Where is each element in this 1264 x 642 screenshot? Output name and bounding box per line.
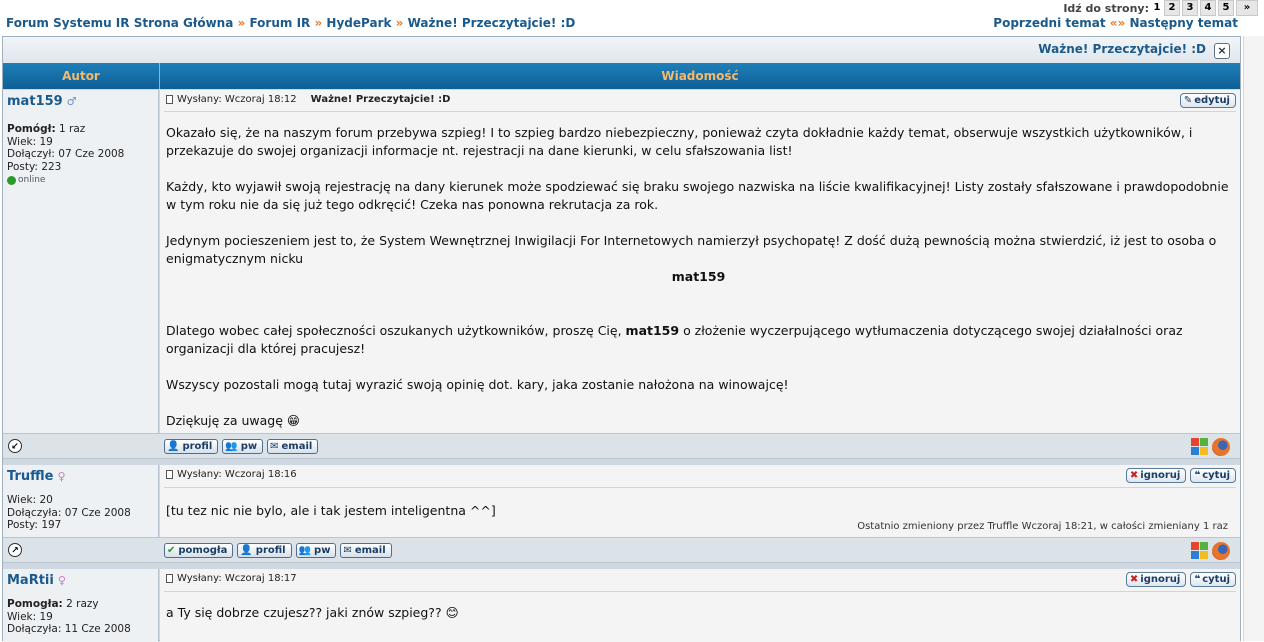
post-author-panel (3, 90, 159, 433)
edit-note: Ostatnio zmieniony przez Truffle Wczoraj 18:21, w całości zmieniany 1 raz (857, 521, 1228, 532)
next-topic-link[interactable]: Następny temat (1129, 16, 1238, 30)
topic-title[interactable]: Ważne! Przeczytajcie! :D (1038, 42, 1206, 56)
post-text: [tu tez nic nie bylo, ale i tak jestem inteligentna ^^] (166, 503, 496, 518)
jump-up-icon[interactable]: ↗ (8, 543, 22, 557)
breadcrumb (6, 16, 575, 30)
quote-button[interactable] (1190, 468, 1236, 483)
post-header (166, 469, 297, 480)
post-header (166, 573, 297, 584)
topic-title-bar (3, 37, 1240, 64)
age-label: Wiek: (7, 494, 37, 506)
female-icon: ♀ (57, 470, 66, 483)
age-label: Wiek: (7, 610, 37, 623)
profile-button[interactable] (237, 543, 291, 558)
page-link-5[interactable]: 5 (1218, 0, 1234, 16)
author-name[interactable] (7, 573, 158, 588)
online-status (7, 174, 158, 187)
post (3, 465, 1240, 538)
quote-button-label: cytuj (1202, 470, 1230, 481)
post (3, 90, 1240, 433)
ignore-button[interactable] (1126, 572, 1186, 587)
email-button-label: email (281, 441, 313, 452)
post-text: a Ty się dobrze czujesz?? jaki znów szpieg?? (166, 605, 442, 620)
pm-button[interactable] (222, 439, 263, 454)
author-name-text[interactable]: MaRtii (7, 573, 54, 588)
close-icon[interactable]: × (1214, 43, 1230, 59)
envelope-icon: ✉ (343, 545, 352, 556)
post-paragraph: Każdy, kto wyjawił swoją rejestrację na dany kierunek może spodziewać się braku swojego nazwiska na liście kwalifikacyjnej! Listy zostały sfałszowane i prawdopodobnie w tym roku nie da się już tego odkręcić! Czeka nas ponowna rekrutacja za rok. (166, 179, 1229, 212)
post-author-panel (3, 465, 159, 538)
helped-label: Pomógł: (7, 123, 56, 135)
joined-label: Dołączył: (7, 148, 55, 160)
ignore-icon: ✖ (1129, 470, 1139, 481)
user-icon: 👤 (240, 545, 253, 556)
edit-button[interactable] (1180, 93, 1236, 108)
joined-value: 07 Cze 2008 (64, 506, 131, 519)
breadcrumb-separator: » (237, 16, 246, 30)
author-name[interactable] (7, 469, 158, 484)
post-actions (1126, 572, 1236, 587)
post-footer (3, 433, 1240, 459)
author-info (7, 598, 158, 636)
post-actions (1126, 468, 1236, 483)
page-link-3[interactable]: 3 (1182, 0, 1198, 16)
breadcrumb-home-link[interactable]: Forum Systemu IR Strona Główna (6, 16, 234, 30)
email-button[interactable] (267, 439, 318, 454)
helped-value: 1 raz (59, 123, 86, 135)
post-text: Dziękuję za uwagę (166, 413, 283, 428)
post-highlighted-nick: mat159 (671, 269, 726, 284)
online-icon (7, 176, 16, 185)
post-message-panel (160, 465, 1240, 538)
ignore-button[interactable] (1126, 468, 1186, 483)
firefox-icon (1212, 542, 1230, 560)
scrollbar-area[interactable] (1243, 36, 1264, 641)
post-paragraph (166, 322, 1231, 358)
posts-value: 197 (41, 519, 62, 531)
posts-label: Posty: (7, 519, 38, 531)
helped-button-label: pomogła (178, 545, 228, 556)
user-icon: 👤 (167, 441, 180, 452)
topic-frame (2, 36, 1241, 641)
users-icon: 👥 (298, 545, 312, 556)
quote-icon: ❝ (1194, 470, 1201, 481)
envelope-icon: ✉ (270, 441, 279, 452)
post-footer (3, 537, 1240, 563)
post-text: Dlatego wobec całej społeczności oszukanych użytkowników, proszę Cię, (166, 323, 622, 338)
post-paragraph: Jedynym pocieszeniem jest to, że System Wewnętrznej Inwigilacji For Internetowych namierzył psychopatę! Z dość dużą pewnością można stwierdzić, iż jest to osoba o enigmatycznym nicku (166, 233, 1217, 266)
users-icon: 👥 (225, 441, 238, 452)
post-date: Wysłany: Wczoraj 18:12 (177, 94, 297, 105)
post-paragraph: Okazało się, że na naszym forum przebywa szpieg! I to szpieg bardzo niebezpieczny, ponieważ czyta dokładnie każdy temat, obserwuje wszystkich użytkowników, i przekazuje do swojej organizacji informacje nt. rejestracji na dane kierunki, w celu sfałszowania list! (166, 125, 1193, 158)
post-icon (166, 470, 173, 479)
email-button-label: email (354, 545, 386, 556)
joined-label: Dołączyła: (7, 623, 62, 635)
quote-button[interactable] (1190, 572, 1236, 587)
joined-value: 07 Cze 2008 (58, 148, 125, 160)
edit-icon: ✎ (1183, 95, 1193, 106)
author-column-header: Autor (3, 63, 160, 89)
post-footer-buttons (164, 439, 318, 454)
age-value: 20 (39, 494, 53, 506)
breadcrumb-subforum-link[interactable]: HydePark (326, 16, 392, 30)
post-divider (164, 111, 1236, 112)
male-icon: ♂ (66, 95, 77, 108)
quote-button-label: cytuj (1202, 574, 1230, 585)
joined-value: 11 Cze 2008 (64, 623, 131, 635)
page-jump (1063, 0, 1258, 16)
email-button[interactable] (340, 543, 391, 558)
page-link-4[interactable]: 4 (1200, 0, 1216, 16)
post-bold-nick: mat159 (625, 323, 680, 338)
post-icon (166, 95, 173, 104)
previous-topic-link[interactable]: Poprzedni temat (993, 16, 1106, 30)
windows-icon (1191, 438, 1208, 455)
windows-icon (1191, 542, 1208, 559)
pm-button[interactable] (296, 543, 337, 558)
client-info (1191, 438, 1230, 456)
post-title: Ważne! Przeczytajcie! :D (310, 94, 451, 105)
profile-button-label: profil (182, 441, 213, 452)
post-message-panel (160, 90, 1240, 433)
page-link-1[interactable]: 1 (1153, 2, 1161, 13)
age-label: Wiek: (7, 135, 37, 148)
breadcrumb-separator: » (314, 16, 323, 30)
post-author-panel (3, 569, 159, 642)
breadcrumb-separator: » (395, 16, 404, 30)
page-jump-label: Idź do strony: (1063, 1, 1149, 15)
age-value: 19 (39, 135, 53, 148)
post-body (166, 124, 1231, 448)
author-name-text[interactable]: Truffle (7, 469, 54, 484)
post-body (166, 604, 1231, 622)
ignore-button-label: ignoruj (1140, 470, 1181, 481)
top-navigation (0, 0, 1264, 36)
profile-button-label: profil (255, 545, 286, 556)
pm-button-label: pw (314, 545, 331, 556)
author-info (7, 123, 158, 187)
helped-button[interactable] (164, 543, 233, 558)
breadcrumb-topic-link[interactable]: Ważne! Przeczytajcie! :D (407, 16, 576, 30)
post (3, 569, 1240, 642)
breadcrumb-forum-link[interactable]: Forum IR (249, 16, 311, 30)
helped-label: Pomogła: (7, 598, 63, 610)
edit-button-label: edytuj (1194, 95, 1230, 106)
ignore-button-label: ignoruj (1140, 574, 1181, 585)
age-value: 19 (39, 610, 53, 623)
message-column-header: Wiadomość (160, 63, 1240, 89)
helped-value: 2 razy (66, 598, 99, 610)
post-header (166, 94, 450, 105)
smiley-icon: 😁 (286, 413, 300, 428)
online-label: online (18, 175, 46, 185)
post-paragraph (166, 412, 1231, 430)
client-info (1191, 542, 1230, 560)
post-date: Wysłany: Wczoraj 18:16 (177, 469, 297, 480)
post-divider (164, 487, 1236, 488)
author-info (7, 494, 158, 532)
smiley-icon: 😊 (445, 605, 459, 620)
topic-nav-separator: «» (1109, 16, 1126, 30)
check-icon: ✔ (167, 545, 176, 556)
pm-button-label: pw (240, 441, 258, 452)
post-date: Wysłany: Wczoraj 18:17 (177, 573, 297, 584)
post-message-panel (160, 569, 1240, 642)
joined-label: Dołączyła: (7, 506, 62, 519)
posts-label: Posty: (7, 160, 38, 173)
quote-icon: ❝ (1194, 574, 1201, 585)
post-paragraph: Wszyscy pozostali mogą tutaj wyrazić swoją opinię dot. kary, jaka zostanie nałożona na winowajcę! (166, 377, 789, 392)
jump-down-icon[interactable]: ↙ (8, 439, 22, 453)
topic-navigation (993, 16, 1238, 30)
posts-value: 223 (41, 160, 62, 173)
post-divider (164, 591, 1236, 592)
author-name-text[interactable]: mat159 (7, 94, 63, 109)
post-text: o złożenie wyczerpującego wytłumaczenia dotyczącego swojej działalności oraz organizacji dla której pracujesz! (166, 323, 1183, 356)
profile-button[interactable] (164, 439, 218, 454)
page-link-2[interactable]: 2 (1164, 0, 1180, 16)
female-icon: ♀ (57, 574, 66, 587)
firefox-icon (1212, 438, 1230, 456)
author-name[interactable] (7, 94, 158, 109)
page-next-button[interactable]: » (1236, 0, 1258, 16)
ignore-icon: ✖ (1129, 574, 1139, 585)
post-icon (166, 574, 173, 583)
post-footer-buttons (164, 543, 392, 558)
post-actions (1180, 93, 1236, 108)
post-body (166, 502, 1231, 520)
